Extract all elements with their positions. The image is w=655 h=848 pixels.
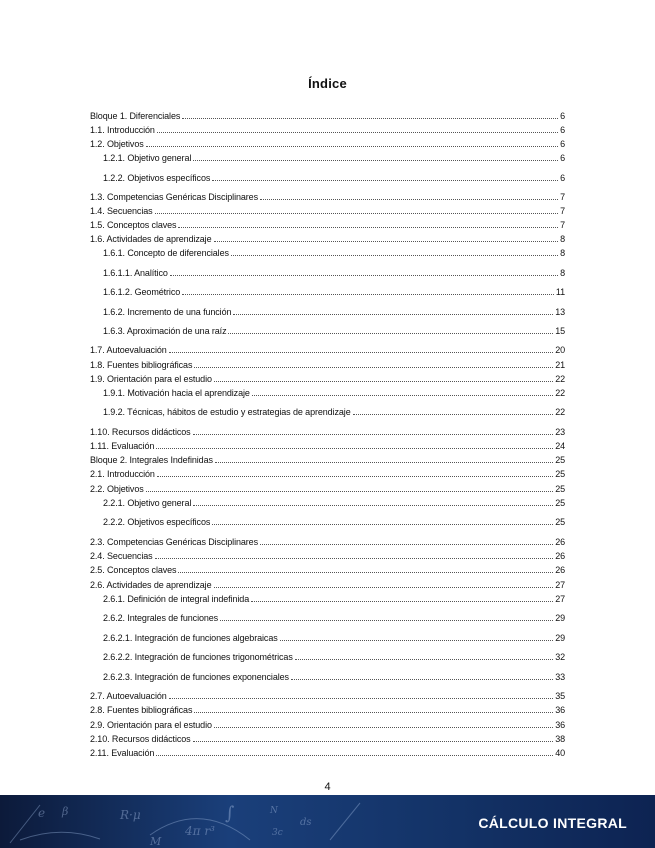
toc-entry[interactable] bbox=[90, 286, 565, 298]
toc-entry-label: 1.6.1.1. Analítico bbox=[103, 268, 168, 278]
toc-entry-page: 8 bbox=[560, 268, 565, 278]
toc-entry-label: 2.6.2.1. Integración de funciones algebraicas bbox=[103, 633, 278, 643]
dot-leader bbox=[233, 313, 553, 315]
toc-entry-page: 29 bbox=[555, 613, 565, 623]
svg-text:β: β bbox=[62, 805, 69, 818]
dot-leader bbox=[178, 226, 558, 228]
dot-leader bbox=[251, 600, 553, 602]
toc-entry[interactable] bbox=[90, 359, 565, 371]
toc-entry[interactable] bbox=[90, 306, 565, 318]
toc-entry[interactable] bbox=[90, 344, 565, 356]
toc-entry-label: 2.1. Introducción bbox=[90, 469, 155, 479]
toc-entry-page: 13 bbox=[555, 307, 565, 317]
toc-entry[interactable] bbox=[90, 426, 565, 438]
toc-entry-label: 1.6.3. Aproximación de una raíz bbox=[103, 326, 227, 336]
footer-banner bbox=[0, 795, 655, 848]
toc-entry[interactable] bbox=[90, 579, 565, 591]
toc-entry-page: 25 bbox=[555, 469, 565, 479]
toc-entry[interactable] bbox=[90, 651, 565, 663]
toc-entry[interactable] bbox=[90, 138, 565, 150]
toc-entry-page: 6 bbox=[560, 125, 565, 135]
toc-entry-page: 40 bbox=[555, 748, 565, 758]
dot-leader bbox=[212, 179, 558, 181]
toc-entry[interactable] bbox=[90, 564, 565, 576]
toc-entry-label: 1.9.2. Técnicas, hábitos de estudio y estrategias de aprendizaje bbox=[103, 407, 351, 417]
dot-leader bbox=[231, 254, 558, 256]
toc-entry-label: 2.6.1. Definición de integral indefinida bbox=[103, 594, 250, 604]
toc-entry[interactable] bbox=[90, 233, 565, 245]
dot-leader bbox=[169, 351, 554, 353]
toc-entry-page: 6 bbox=[560, 153, 565, 163]
dot-leader bbox=[260, 543, 553, 545]
toc-entry-page: 23 bbox=[555, 427, 565, 437]
svg-text:ds: ds bbox=[300, 817, 312, 828]
footer-title: CÁLCULO INTEGRAL bbox=[478, 815, 627, 831]
dot-leader bbox=[215, 461, 553, 463]
toc-entry-label: 1.5. Conceptos claves bbox=[90, 220, 177, 230]
dot-leader bbox=[193, 159, 558, 161]
toc-entry-label: 1.4. Secuencias bbox=[90, 206, 153, 216]
dot-leader bbox=[155, 212, 559, 214]
dot-leader bbox=[295, 658, 553, 660]
toc-entry[interactable] bbox=[90, 454, 565, 466]
toc-entry[interactable] bbox=[90, 704, 565, 716]
dot-leader bbox=[146, 145, 558, 147]
toc-entry-label: 2.2.2. Objetivos específicos bbox=[103, 517, 211, 527]
toc-entry-page: 22 bbox=[555, 407, 565, 417]
toc-entry-label: 2.2. Objetivos bbox=[90, 484, 144, 494]
toc-entry[interactable] bbox=[90, 110, 565, 122]
toc-entry[interactable] bbox=[90, 719, 565, 731]
toc-entry-page: 25 bbox=[555, 517, 565, 527]
toc-entry[interactable] bbox=[90, 497, 565, 509]
toc-entry-label: 2.6.2.3. Integración de funciones exponenciales bbox=[103, 672, 289, 682]
toc-entry[interactable] bbox=[90, 593, 565, 605]
dot-leader bbox=[212, 523, 553, 525]
toc-entry[interactable] bbox=[90, 671, 565, 683]
toc-entry-page: 24 bbox=[555, 441, 565, 451]
toc-entry[interactable] bbox=[90, 325, 565, 337]
dot-leader bbox=[193, 740, 554, 742]
toc-entry-page: 6 bbox=[560, 173, 565, 183]
dot-leader bbox=[280, 639, 554, 641]
toc-entry-page: 26 bbox=[555, 537, 565, 547]
dot-leader bbox=[220, 619, 553, 621]
dot-leader bbox=[228, 332, 553, 334]
toc-entry-label: 2.10. Recursos didácticos bbox=[90, 734, 191, 744]
dot-leader bbox=[155, 557, 554, 559]
toc-entry-page: 6 bbox=[560, 111, 565, 121]
toc-entry[interactable] bbox=[90, 219, 565, 231]
dot-leader bbox=[169, 697, 554, 699]
toc-entry-page: 8 bbox=[560, 234, 565, 244]
toc-entry[interactable] bbox=[90, 733, 565, 745]
toc-entry-label: 2.6.2.2. Integración de funciones trigonométricas bbox=[103, 652, 293, 662]
toc-entry-label: 1.2. Objetivos bbox=[90, 139, 144, 149]
toc-entry-label: 1.9. Orientación para el estudio bbox=[90, 374, 212, 384]
dot-leader bbox=[178, 571, 553, 573]
page-title: Índice bbox=[308, 76, 347, 91]
dot-leader bbox=[214, 380, 553, 382]
toc-entry[interactable] bbox=[90, 191, 565, 203]
dot-leader bbox=[193, 504, 553, 506]
toc-entry-page: 6 bbox=[560, 139, 565, 149]
svg-text:3c: 3c bbox=[272, 828, 283, 838]
dot-leader bbox=[214, 240, 559, 242]
toc-entry[interactable] bbox=[90, 205, 565, 217]
toc-entry-label: 2.3. Competencias Genéricas Disciplinares bbox=[90, 537, 258, 547]
dot-leader bbox=[193, 433, 554, 435]
toc-entry[interactable] bbox=[90, 483, 565, 495]
toc-entry-page: 32 bbox=[555, 652, 565, 662]
toc-entry-label: 2.5. Conceptos claves bbox=[90, 565, 177, 575]
svg-text:e: e bbox=[38, 806, 46, 820]
toc-entry-label: 1.1. Introducción bbox=[90, 125, 155, 135]
toc-entry-label: 2.7. Autoevaluación bbox=[90, 691, 167, 701]
toc-entry[interactable] bbox=[90, 152, 565, 164]
toc-entry-label: Bloque 2. Integrales Indefinidas bbox=[90, 455, 213, 465]
dot-leader bbox=[214, 586, 554, 588]
toc-entry[interactable] bbox=[90, 690, 565, 702]
dot-leader bbox=[291, 678, 553, 680]
svg-text:∫: ∫ bbox=[225, 803, 235, 824]
toc-entry-label: 2.8. Fuentes bibliográficas bbox=[90, 705, 193, 715]
toc-entry[interactable] bbox=[90, 267, 565, 279]
dot-leader bbox=[156, 447, 553, 449]
toc-entry-label: 1.6. Actividades de aprendizaje bbox=[90, 234, 212, 244]
toc-entry-page: 26 bbox=[555, 565, 565, 575]
toc-entry-page: 20 bbox=[555, 345, 565, 355]
dot-leader bbox=[260, 198, 558, 200]
dot-leader bbox=[194, 366, 553, 368]
dot-leader bbox=[182, 293, 554, 295]
toc-entry[interactable] bbox=[90, 124, 565, 136]
toc-entry-page: 8 bbox=[560, 248, 565, 258]
toc-entry-label: 1.6.2. Incremento de una función bbox=[103, 307, 232, 317]
toc-entry-label: 1.8. Fuentes bibliográficas bbox=[90, 360, 193, 370]
toc-entry-page: 25 bbox=[555, 498, 565, 508]
svg-text:N: N bbox=[270, 806, 278, 816]
toc-entry-page: 21 bbox=[555, 360, 565, 370]
toc-entry-label: 2.9. Orientación para el estudio bbox=[90, 720, 212, 730]
toc-entry-label: 1.9.1. Motivación hacia el aprendizaje bbox=[103, 388, 250, 398]
toc-entry[interactable] bbox=[90, 406, 565, 418]
toc-entry-label: 2.6. Actividades de aprendizaje bbox=[90, 580, 212, 590]
dot-leader bbox=[252, 394, 553, 396]
dot-leader bbox=[194, 711, 553, 713]
toc-entry[interactable] bbox=[90, 516, 565, 528]
dot-leader bbox=[157, 475, 553, 477]
toc-entry-label: 1.10. Recursos didácticos bbox=[90, 427, 191, 437]
toc-entry[interactable] bbox=[90, 387, 565, 399]
toc-entry-label: 2.2.1. Objetivo general bbox=[103, 498, 192, 508]
toc-entry-label: 2.4. Secuencias bbox=[90, 551, 153, 561]
toc-entry-page: 33 bbox=[555, 672, 565, 682]
toc-entry-label: 2.6.2. Integrales de funciones bbox=[103, 613, 219, 623]
toc-entry[interactable] bbox=[90, 373, 565, 385]
toc-entry[interactable] bbox=[90, 612, 565, 624]
toc-entry-page: 11 bbox=[555, 287, 565, 297]
toc-entry-label: 2.11. Evaluación bbox=[90, 748, 155, 758]
toc-entry-label: 1.7. Autoevaluación bbox=[90, 345, 167, 355]
toc-entry-page: 35 bbox=[555, 691, 565, 701]
toc-entry[interactable] bbox=[90, 247, 565, 259]
toc-entry-label: 1.2.2. Objetivos específicos bbox=[103, 173, 211, 183]
toc-entry-page: 27 bbox=[555, 594, 565, 604]
toc-entry[interactable] bbox=[90, 440, 565, 452]
dot-leader bbox=[157, 131, 558, 133]
toc-entry-label: 1.6.1.2. Geométrico bbox=[103, 287, 181, 297]
page-number: 4 bbox=[324, 781, 331, 793]
toc-entry-label: 1.6.1. Concepto de diferenciales bbox=[103, 248, 229, 258]
toc-entry-label: 1.11. Evaluación bbox=[90, 441, 155, 451]
toc-entry[interactable] bbox=[90, 468, 565, 480]
dot-leader bbox=[146, 490, 554, 492]
toc-entry-page: 25 bbox=[555, 484, 565, 494]
toc-entry-label: 1.3. Competencias Genéricas Disciplinares bbox=[90, 192, 258, 202]
toc-entry-page: 36 bbox=[555, 705, 565, 715]
toc-entry-page: 26 bbox=[555, 551, 565, 561]
toc-entry-page: 22 bbox=[555, 374, 565, 384]
toc-entry-label: Bloque 1. Diferenciales bbox=[90, 111, 181, 121]
dot-leader bbox=[156, 754, 553, 756]
svg-text:M: M bbox=[150, 835, 162, 848]
dot-leader bbox=[182, 117, 558, 119]
toc-entry[interactable] bbox=[90, 536, 565, 548]
svg-text:R·μ: R·μ bbox=[120, 808, 141, 822]
toc-entry-page: 7 bbox=[560, 206, 565, 216]
svg-text:4π r³: 4π r³ bbox=[185, 824, 215, 838]
toc-entry-page: 15 bbox=[555, 326, 565, 336]
toc-entry-page: 7 bbox=[560, 192, 565, 202]
toc-entry-page: 38 bbox=[555, 734, 565, 744]
toc-entry[interactable] bbox=[90, 550, 565, 562]
toc-entry-page: 27 bbox=[555, 580, 565, 590]
toc-entry[interactable] bbox=[90, 632, 565, 644]
dot-leader bbox=[214, 726, 553, 728]
toc-entry-page: 22 bbox=[555, 388, 565, 398]
toc-entry-label: 1.2.1. Objetivo general bbox=[103, 153, 192, 163]
toc-entry-page: 36 bbox=[555, 720, 565, 730]
toc-entry-page: 25 bbox=[555, 455, 565, 465]
toc-entry[interactable] bbox=[90, 172, 565, 184]
toc-entry-page: 29 bbox=[555, 633, 565, 643]
toc-entry-page: 7 bbox=[560, 220, 565, 230]
dot-leader bbox=[353, 413, 554, 415]
dot-leader bbox=[170, 274, 558, 276]
toc-entry[interactable] bbox=[90, 747, 565, 759]
